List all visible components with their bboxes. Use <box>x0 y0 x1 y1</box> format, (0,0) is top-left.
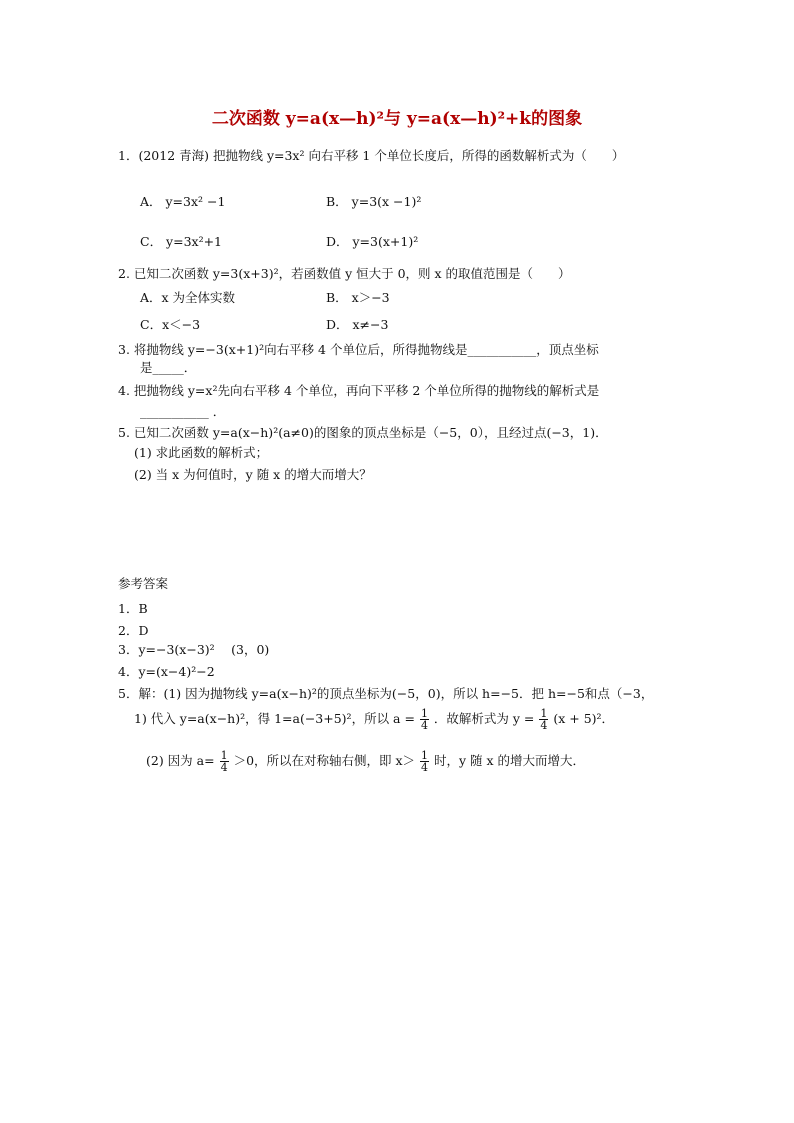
answer-1: 1．B <box>118 601 148 616</box>
fraction-numerator: 1 <box>420 707 428 720</box>
question-2-stem: 2. 已知二次函数 y=3(x+3)²，若函数值 y 恒大于 0，则 x 的取值范围是（ ） <box>118 266 571 281</box>
fraction-denominator: 4 <box>220 761 228 774</box>
question-4-line-1: 4. 把抛物线 y=x²先向右平移 4 个单位，再向下平移 2 个单位所得的抛物线的解析式是 <box>118 383 600 398</box>
answer-5-line-3-text-b: ＞0，所以在对称轴右侧，即 x＞ <box>233 753 416 768</box>
fraction-denominator: 4 <box>420 719 428 732</box>
page-title: 二次函数 y=a(x—h)²与 y=a(x—h)²+k的图象 <box>211 109 583 129</box>
answer-5-line-2-text-c: (x + 5)²． <box>553 711 615 726</box>
question-1-stem: 1．(2012 青海) 把抛物线 y=3x² 向右平移 1 个单位长度后，所得的函数解析式为（ ） <box>118 148 625 163</box>
question-1-option-c: C． y=3x²+1 <box>140 234 223 249</box>
fraction-denominator: 4 <box>421 761 429 774</box>
fraction-one-quarter <box>420 708 429 731</box>
answer-3: 3．y=−3(x−3)² (3，0) <box>118 642 270 657</box>
answer-5-line-3 <box>146 750 585 773</box>
question-5-stem: 5. 已知二次函数 y=a(x−h)²(a≠0)的图象的顶点坐标是（−5，0），且经过点(−3，1)． <box>118 425 608 440</box>
answer-5-line-2-text-a: 1) 代入 y=a(x−h)²，得 1=a(−3+5)²，所以 a = <box>134 711 415 726</box>
question-1-option-d: D． y=3(x+1)² <box>326 234 419 249</box>
fraction-numerator: 1 <box>540 707 548 720</box>
question-2-option-b: B． x＞−3 <box>326 290 390 305</box>
answer-5-line-3-text-a: (2) 因为 a= <box>146 753 215 768</box>
answer-5-line-2-text-b: ．故解析式为 y = <box>433 711 535 726</box>
answers-heading: 参考答案 <box>118 576 169 591</box>
question-1-option-a: A． y=3x² −1 <box>140 194 226 209</box>
answer-5-line-3-text-c: 时，y 随 x 的增大而增大． <box>434 753 586 768</box>
question-2-option-c: C．x＜−3 <box>140 317 201 332</box>
fraction-numerator: 1 <box>421 749 429 762</box>
fraction-denominator: 4 <box>540 719 548 732</box>
question-2-option-a: A．x 为全体实数 <box>140 290 236 305</box>
answer-2: 2．D <box>118 623 149 638</box>
fraction-one-quarter <box>220 750 229 773</box>
fraction-one-quarter <box>539 708 548 731</box>
question-3-line-1: 3. 将抛物线 y=−3(x+1)²向右平移 4 个单位后，所得抛物线是___________，顶点坐标 <box>118 342 599 357</box>
question-3-line-2: 是_____． <box>140 360 197 375</box>
answer-5-line-2 <box>134 708 614 731</box>
answer-4: 4．y=(x−4)²−2 <box>118 664 215 679</box>
question-4-line-2: ___________ ． <box>140 404 226 419</box>
question-5-part-2: (2) 当 x 为何值时，y 随 x 的增大而增大？ <box>134 467 372 482</box>
question-5-part-1: (1) 求此函数的解析式； <box>134 445 269 460</box>
fraction-one-quarter <box>420 750 429 773</box>
question-2-option-d: D． x≠−3 <box>326 317 389 332</box>
answer-5-line-1: 5．解：(1) 因为抛物线 y=a(x−h)²的顶点坐标为(−5，0)，所以 h=−5．把 h=−5和点（−3， <box>118 686 654 701</box>
question-1-option-b: B． y=3(x −1)² <box>326 194 422 209</box>
fraction-numerator: 1 <box>220 749 228 762</box>
